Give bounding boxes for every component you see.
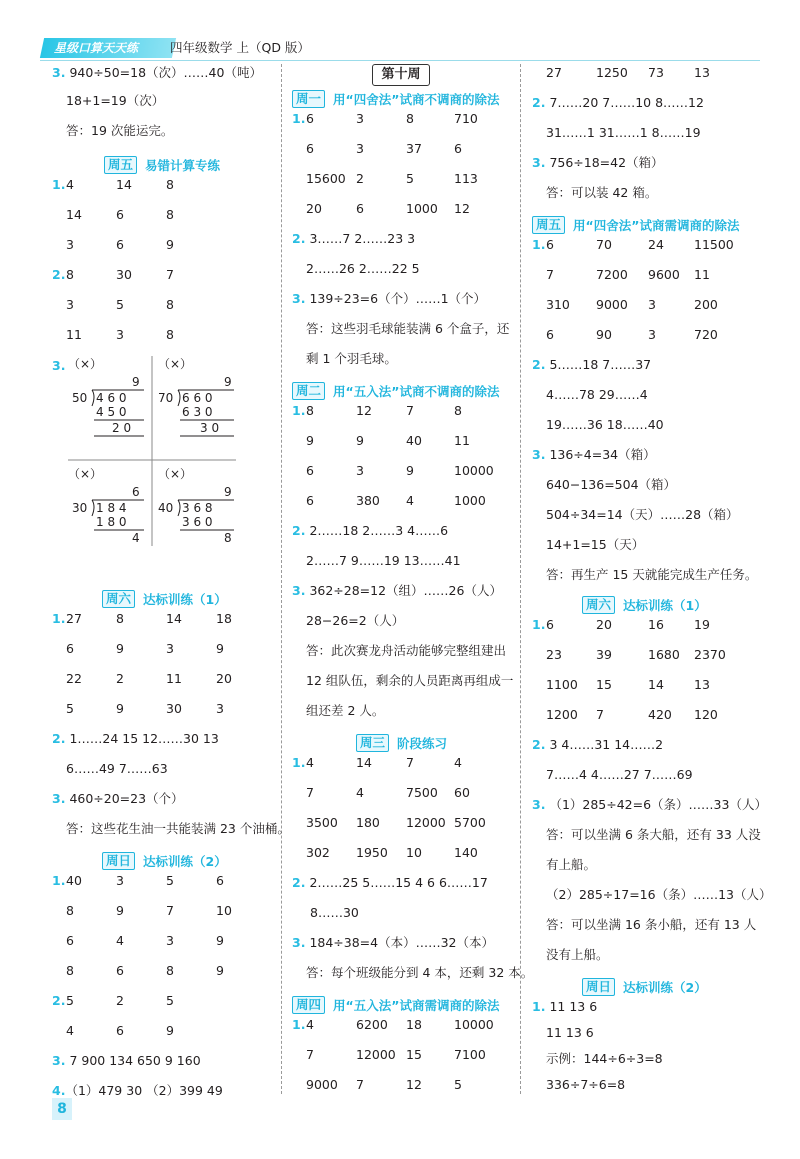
answer-sentence: 答：19 次能运完。	[66, 123, 174, 138]
answer-line: 6……49 7……63	[66, 761, 168, 776]
answer-sentence: 12 组队伍，剩余的人员距离再组成一	[306, 673, 514, 688]
answer-sentence: 没有上船。	[546, 947, 609, 962]
long-division-figures	[48, 350, 248, 550]
answer-line: 2. 3 4……31 14……2	[532, 737, 664, 752]
answer-line: 2. 5……18 7……37	[532, 357, 652, 372]
section-heading: 周三 阶段练习	[356, 734, 447, 752]
question-number: 3.	[52, 358, 66, 373]
answer-line: 3. 7 900 134 650 9 160	[52, 1053, 201, 1068]
answer-line: 3. （1）285÷42=6（条）……33（人）	[532, 797, 767, 812]
page-number: 8	[52, 1098, 72, 1120]
answer-line: 4.（1）479 30 （2）399 49	[52, 1083, 223, 1098]
svg-text:4: 4	[132, 531, 140, 545]
answer-line: 3. 184÷38=4（本）……32（本）	[292, 935, 495, 950]
answer-line: 3. 940÷50=18（次）……40（吨）	[52, 65, 262, 80]
answer-sentence: 答：这些羽毛球能装满 6 个盒子，还	[306, 321, 510, 336]
judgement-mark: （×）	[158, 357, 193, 371]
section-heading: 周五 易错计算专练	[104, 156, 220, 174]
week-title: 第十周	[372, 64, 430, 86]
answer-line: 4……78 29……4	[546, 387, 648, 402]
answer-line: 2……7 9……19 13……41	[306, 553, 461, 568]
answer-line: 1. 11 13 6	[532, 999, 598, 1014]
svg-text:9: 9	[224, 375, 232, 389]
svg-text:8: 8	[224, 531, 232, 545]
svg-text:1 8 4: 1 8 4	[96, 501, 127, 515]
answer-sentence: 答：每个班级能分到 4 本，还剩 32 本。	[306, 965, 534, 980]
answer-line: 2. 7……20 7……10 8……12	[532, 95, 704, 110]
judgement-mark: （×）	[158, 467, 193, 481]
svg-text:9: 9	[132, 375, 140, 389]
answer-line: 8……30	[310, 905, 359, 920]
section-heading: 周日 达标训练（2）	[582, 978, 707, 996]
svg-text:3 6 0: 3 6 0	[182, 515, 213, 529]
answer-sentence: 答：可以装 42 箱。	[546, 185, 658, 200]
answer-line: 3. 756÷18=42（箱）	[532, 155, 664, 170]
section-heading: 周六 达标训练（1）	[582, 596, 707, 614]
section-heading: 周一 用“四舍法”试商不调商的除法	[292, 90, 499, 108]
answer-line: 14+1=15（天）	[546, 537, 645, 552]
answer-sentence: 剩 1 个羽毛球。	[306, 351, 397, 366]
svg-text:1 8 0: 1 8 0	[96, 515, 127, 529]
answer-sentence: 有上船。	[546, 857, 597, 872]
section-heading: 周二 用“五入法”试商不调商的除法	[292, 382, 499, 400]
answer-line: 3. 460÷20=23（个）	[52, 791, 184, 806]
answer-line: 2. 2……18 2……3 4……6	[292, 523, 449, 538]
section-heading: 周日 达标训练（2）	[102, 852, 227, 870]
brand-banner: 星级口算天天练	[40, 38, 176, 58]
section-heading: 周五 用“四舍法”试商需调商的除法	[532, 216, 739, 234]
answer-line: （2）285÷17=16（条）……13（人）	[546, 887, 772, 902]
answer-line: 504÷34=14（天）……28（箱）	[546, 507, 739, 522]
judgement-mark: （×）	[68, 467, 103, 481]
answer-sentence: 答：此次赛龙舟活动能够完整组建出	[306, 643, 507, 658]
svg-text:6 6 0: 6 6 0	[182, 391, 213, 405]
answer-line: 7……4 4……27 7……69	[546, 767, 693, 782]
answer-line: 28−26=2（人）	[306, 613, 405, 628]
header-divider	[40, 60, 760, 61]
svg-text:3 0: 3 0	[200, 421, 220, 435]
answer-line: 19……36 18……40	[546, 417, 664, 432]
section-heading: 周六 达标训练（1）	[102, 590, 227, 608]
svg-text:6 3 0: 6 3 0	[182, 405, 213, 419]
svg-text:50: 50	[72, 391, 88, 405]
answer-line: 2. 3……7 2……23 3	[292, 231, 416, 246]
answer-line: 336÷7÷6=8	[546, 1077, 626, 1092]
answer-sentence: 答：再生产 15 天就能完成生产任务。	[546, 567, 758, 582]
section-heading: 周四 用“五入法”试商需调商的除法	[292, 996, 499, 1014]
svg-text:40: 40	[158, 501, 174, 515]
answer-line: 3. 136÷4=34（箱）	[532, 447, 656, 462]
column-divider	[281, 64, 282, 1094]
answer-sentence: 答：可以坐满 16 条小船，还有 13 人	[546, 917, 757, 932]
answer-line: 3. 139÷23=6（个）……1（个）	[292, 291, 487, 306]
answer-line: 2……26 2……22 5	[306, 261, 420, 276]
answer-line: 2. 2……25 5……15 4 6 6……17	[292, 875, 488, 890]
judgement-mark: （×）	[68, 357, 103, 371]
svg-text:30: 30	[72, 501, 88, 515]
svg-text:70: 70	[158, 391, 174, 405]
answer-line: 640−136=504（箱）	[546, 477, 677, 492]
column-divider	[520, 64, 521, 1094]
book-subtitle: 四年级数学 上（QD 版）	[170, 40, 310, 55]
answer-line: 31……1 31……1 8……19	[546, 125, 701, 140]
answer-sentence: 答：可以坐满 6 条大船，还有 33 人没	[546, 827, 761, 842]
svg-text:6: 6	[132, 485, 140, 499]
svg-text:4 5 0: 4 5 0	[96, 405, 127, 419]
answer-sentence: 答：这些花生油一共能装满 23 个油桶。	[66, 821, 290, 836]
svg-text:3 6 8: 3 6 8	[182, 501, 213, 515]
svg-text:4 6 0: 4 6 0	[96, 391, 127, 405]
answer-line: 11 13 6	[546, 1025, 594, 1040]
answer-line: 示例：144÷6÷3=8	[546, 1051, 663, 1066]
svg-text:2 0: 2 0	[112, 421, 132, 435]
answer-line: 2. 1……24 15 12……30 13	[52, 731, 219, 746]
answer-line: 3. 362÷28=12（组）……26（人）	[292, 583, 502, 598]
svg-text:9: 9	[224, 485, 232, 499]
answer-line: 18+1=19（次）	[66, 93, 165, 108]
answer-sentence: 组还差 2 人。	[306, 703, 385, 718]
